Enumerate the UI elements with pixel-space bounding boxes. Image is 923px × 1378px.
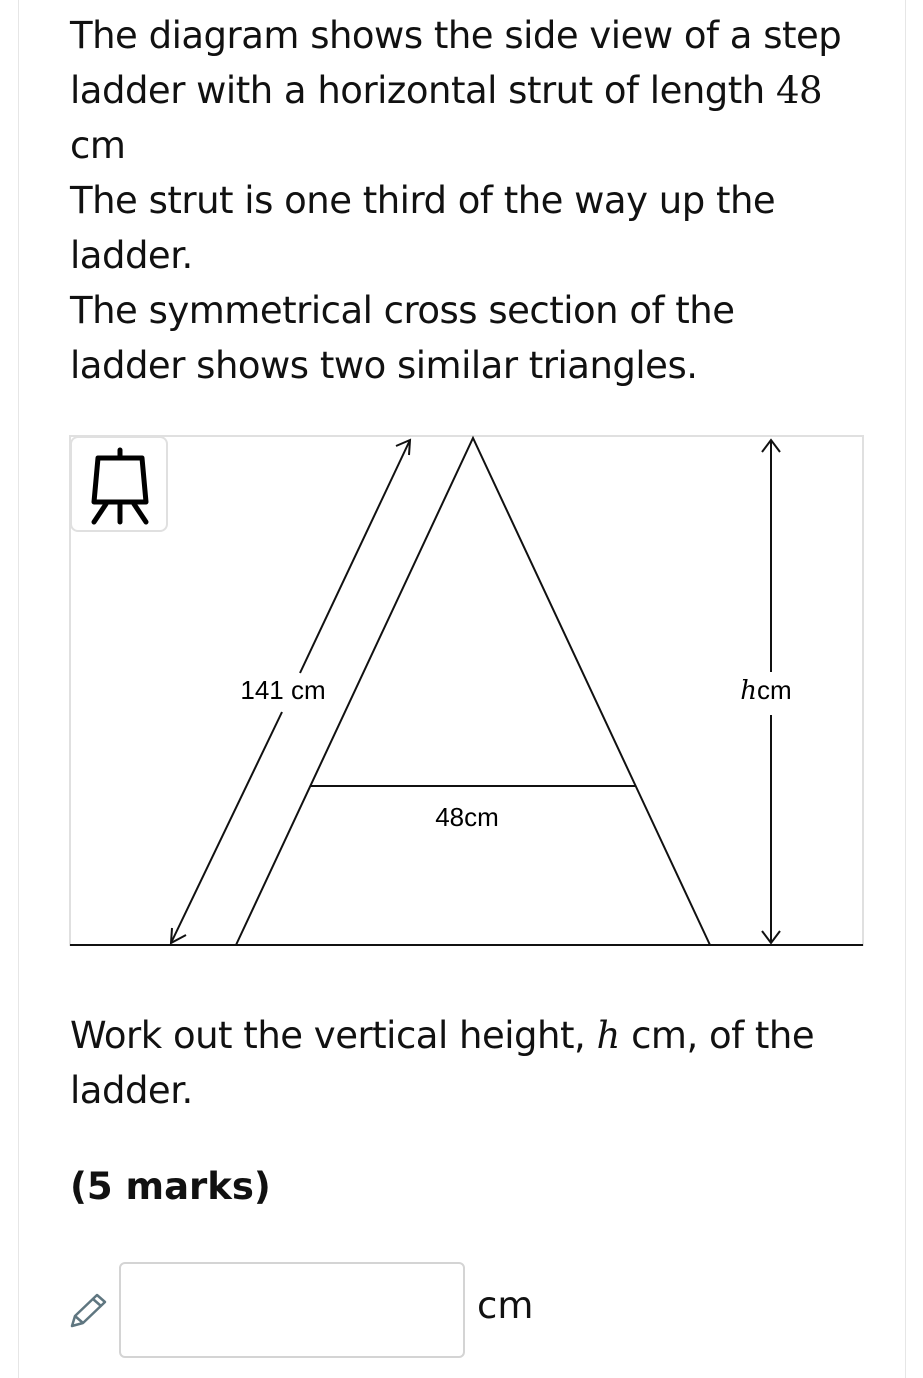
marks-label: (5 marks) — [70, 1165, 271, 1208]
task-text: Work out the vertical height, — [70, 1014, 597, 1057]
height-unit-label: cm — [757, 675, 792, 705]
height-variable-label: h — [740, 676, 757, 706]
similar-triangles-text: The symmetrical cross section of the ladder shows two similar triangles. — [70, 289, 735, 387]
easel-icon-button[interactable] — [70, 436, 168, 532]
task-variable: h — [596, 1014, 620, 1057]
strut-position-text: The strut is one third of the way up the ladder. — [70, 179, 776, 277]
slant-arrow-upper — [300, 440, 410, 673]
strut-length-value: 48 — [776, 69, 823, 112]
answer-input[interactable] — [119, 1262, 465, 1358]
question-task — [70, 1008, 850, 1118]
strut-length-label: 48cm — [435, 802, 499, 832]
slant-arrow-lower — [171, 712, 282, 943]
slant-arrowhead-bottom — [171, 928, 186, 943]
strut-length-unit: cm — [70, 124, 126, 167]
answer-unit: cm — [477, 1284, 534, 1327]
intro-text: The diagram shows the side view of a step ladder with a horizontal strut of length — [70, 14, 842, 112]
easel-icon — [72, 438, 166, 530]
slant-length-label: 141 cm — [240, 675, 326, 705]
pencil-icon — [66, 1290, 108, 1332]
task-text-end: cm, of the ladder. — [70, 1014, 815, 1112]
